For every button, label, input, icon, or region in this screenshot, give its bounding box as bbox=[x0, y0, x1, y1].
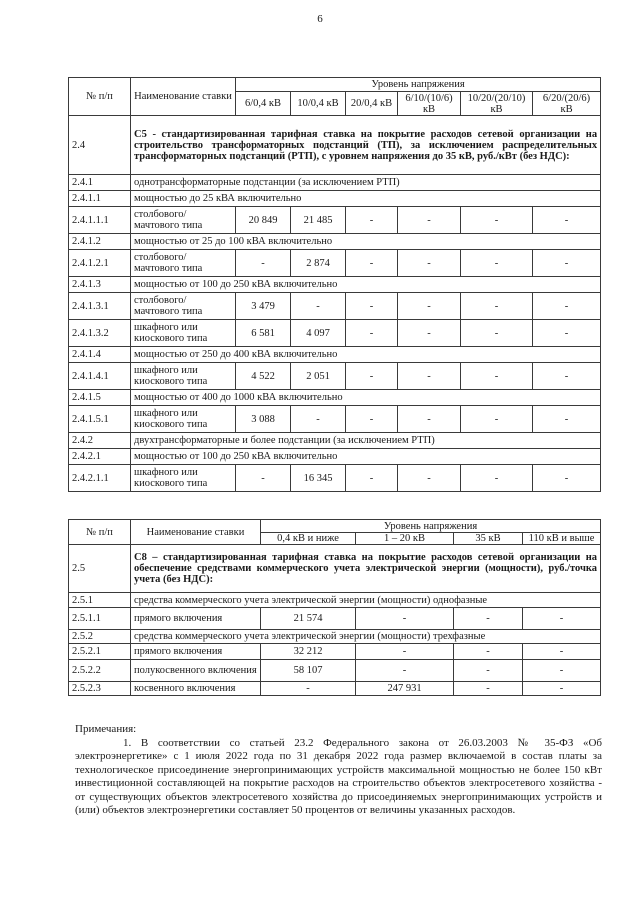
rate-value: 4 097 bbox=[291, 320, 346, 347]
rate-value: 4 522 bbox=[236, 363, 291, 390]
table-row bbox=[69, 116, 601, 175]
row-number: 2.4.1.1.1 bbox=[69, 207, 131, 234]
rate-value: 21 485 bbox=[291, 207, 346, 234]
rate-value: - bbox=[346, 363, 398, 390]
row-number: 2.4.2 bbox=[69, 433, 131, 449]
rate-name: столбового/ мачтового типа bbox=[131, 293, 236, 320]
rate-value: - bbox=[461, 363, 533, 390]
rate-value: - bbox=[533, 250, 601, 277]
row-number: 2.5 bbox=[69, 545, 131, 593]
rate-name: столбового/ мачтового типа bbox=[131, 250, 236, 277]
rate-name: полукосвенного включения bbox=[131, 660, 261, 682]
row-number: 2.5.2.2 bbox=[69, 660, 131, 682]
row-number: 2.5.1.1 bbox=[69, 608, 131, 630]
rate-value: - bbox=[236, 465, 291, 492]
table-row bbox=[69, 465, 601, 492]
rate-value: - bbox=[346, 406, 398, 433]
rate-value: - bbox=[461, 465, 533, 492]
table-row bbox=[69, 277, 601, 293]
header-level: 35 кВ bbox=[454, 533, 523, 545]
rate-value: - bbox=[461, 320, 533, 347]
rate-value: - bbox=[454, 660, 523, 682]
rate-value: - bbox=[346, 320, 398, 347]
rate-value: 3 479 bbox=[236, 293, 291, 320]
rate-value: - bbox=[356, 608, 454, 630]
rate-value: - bbox=[346, 250, 398, 277]
header-level: 110 кВ и выше bbox=[523, 533, 601, 545]
rate-value: - bbox=[398, 406, 461, 433]
row-number: 2.4.1.3.2 bbox=[69, 320, 131, 347]
row-number: 2.4.1.1 bbox=[69, 191, 131, 207]
category-label: мощностью от 100 до 250 кВА включительно bbox=[131, 449, 601, 465]
table-row bbox=[69, 207, 601, 234]
rate-value: - bbox=[398, 320, 461, 347]
row-number: 2.4.1.5 bbox=[69, 390, 131, 406]
section-title: С5 - стандартизированная тарифная ставка на покрытие расходов сетевой организации на строительство трансформаторных подстанций (ТП), за исключением распределительных трансформаторных подстанций (РТП), с уровнем напряжения до 35 кВ, руб./кВт (без НДС): bbox=[131, 116, 601, 175]
rate-value: 6 581 bbox=[236, 320, 291, 347]
rate-name: шкафного или киоскового типа bbox=[131, 363, 236, 390]
tariff-table-c8 bbox=[68, 519, 601, 696]
row-number: 2.4.2.1 bbox=[69, 449, 131, 465]
rate-name: шкафного или киоскового типа bbox=[131, 320, 236, 347]
header-num: № п/п bbox=[69, 78, 131, 116]
row-number: 2.5.2.1 bbox=[69, 644, 131, 660]
category-label: мощностью от 400 до 1000 кВА включительно bbox=[131, 390, 601, 406]
header-voltage: Уровень напряжения bbox=[261, 520, 601, 533]
row-number: 2.4.1.4.1 bbox=[69, 363, 131, 390]
table-row bbox=[69, 449, 601, 465]
rate-value: 21 574 bbox=[261, 608, 356, 630]
header-level: 6/0,4 кВ bbox=[236, 92, 291, 116]
notes-heading: Примечания: bbox=[75, 723, 137, 735]
rate-value: - bbox=[461, 406, 533, 433]
rate-value: - bbox=[533, 207, 601, 234]
table-row bbox=[69, 234, 601, 250]
rate-value: - bbox=[291, 406, 346, 433]
rate-value: - bbox=[461, 250, 533, 277]
header-name: Наименование ставки bbox=[131, 520, 261, 545]
table-row bbox=[69, 250, 601, 277]
rate-value: 2 051 bbox=[291, 363, 346, 390]
table-row bbox=[69, 433, 601, 449]
table-row bbox=[69, 545, 601, 593]
section-title: С8 – стандартизированная тарифная ставка на покрытие расходов сетевой организации на обеспечение средствами коммерческого учета электрической энергии (мощности), руб./точка учета (без НДС): bbox=[131, 545, 601, 593]
table-row bbox=[69, 644, 601, 660]
category-label: мощностью до 25 кВА включительно bbox=[131, 191, 601, 207]
rate-value: 32 212 bbox=[261, 644, 356, 660]
rate-value: 2 874 bbox=[291, 250, 346, 277]
category-label: средства коммерческого учета электрической энергии (мощности) однофазные bbox=[131, 593, 601, 608]
row-number: 2.4.1.3 bbox=[69, 277, 131, 293]
rate-value: - bbox=[533, 320, 601, 347]
rate-value: - bbox=[356, 644, 454, 660]
rate-name: прямого включения bbox=[131, 644, 261, 660]
notes-section bbox=[75, 723, 602, 818]
rate-value: - bbox=[523, 644, 601, 660]
page-number: 6 bbox=[317, 13, 323, 25]
rate-name: косвенного включения bbox=[131, 682, 261, 696]
row-number: 2.5.2 bbox=[69, 630, 131, 644]
rate-value: - bbox=[533, 293, 601, 320]
rate-value: - bbox=[398, 207, 461, 234]
table-row bbox=[69, 191, 601, 207]
category-label: мощностью от 25 до 100 кВА включительно bbox=[131, 234, 601, 250]
row-number: 2.5.1 bbox=[69, 593, 131, 608]
rate-value: - bbox=[291, 293, 346, 320]
rate-value: 58 107 bbox=[261, 660, 356, 682]
header-level: 0,4 кВ и ниже bbox=[261, 533, 356, 545]
rate-value: 3 088 bbox=[236, 406, 291, 433]
rate-name: шкафного или киоскового типа bbox=[131, 465, 236, 492]
row-number: 2.4.1.2 bbox=[69, 234, 131, 250]
header-level: 10/0,4 кВ bbox=[291, 92, 346, 116]
rate-value: - bbox=[454, 644, 523, 660]
table-row bbox=[69, 593, 601, 608]
rate-value: - bbox=[454, 608, 523, 630]
rate-value: - bbox=[454, 682, 523, 696]
rate-value: - bbox=[461, 207, 533, 234]
table-row bbox=[69, 406, 601, 433]
rate-value: - bbox=[533, 465, 601, 492]
rate-value: - bbox=[533, 363, 601, 390]
header-level: 6/20/(20/6) кВ bbox=[533, 92, 601, 116]
header-level: 10/20/(20/10) кВ bbox=[461, 92, 533, 116]
header-level: 6/10/(10/6) кВ bbox=[398, 92, 461, 116]
rate-value: - bbox=[523, 682, 601, 696]
header-level: 20/0,4 кВ bbox=[346, 92, 398, 116]
table-row bbox=[69, 320, 601, 347]
table-row bbox=[69, 608, 601, 630]
rate-value: - bbox=[398, 363, 461, 390]
rate-value: - bbox=[236, 250, 291, 277]
table-row bbox=[69, 293, 601, 320]
category-label: средства коммерческого учета электрической энергии (мощности) трехфазные bbox=[131, 630, 601, 644]
table-row bbox=[69, 660, 601, 682]
rate-value: - bbox=[523, 660, 601, 682]
rate-value: - bbox=[398, 250, 461, 277]
rate-value: 247 931 bbox=[356, 682, 454, 696]
rate-name: столбового/ мачтового типа bbox=[131, 207, 236, 234]
row-number: 2.4.2.1.1 bbox=[69, 465, 131, 492]
rate-value: - bbox=[346, 293, 398, 320]
header-voltage: Уровень напряжения bbox=[236, 78, 601, 92]
rate-name: прямого включения bbox=[131, 608, 261, 630]
table-row bbox=[69, 390, 601, 406]
table-row bbox=[69, 347, 601, 363]
category-label: однотрансформаторные подстанции (за исключением РТП) bbox=[131, 175, 601, 191]
note-item: 1. В соответствии со статьей 23.2 Федерального закона от 26.03.2003 № 35-ФЗ «Об электроэнергетике» с 1 июля 2022 года по 31 декабря 2022 года размер включаемой в состав платы за технологическое присоединение энергопринимающих устройств максимальной мощностью не более 150 кВт инвестиционной составляющей на покрытие расходов на строительство объектов электросетевого хозяйства - от существующих объектов электросетевого хозяйства до присоединяемых энергопринимающих устройств и (или) объектов электроэнергетики составляет 50 процентов от величины указанных расходов. bbox=[75, 736, 602, 816]
rate-value: 20 849 bbox=[236, 207, 291, 234]
rate-name: шкафного или киоскового типа bbox=[131, 406, 236, 433]
rate-value: - bbox=[261, 682, 356, 696]
category-label: мощностью от 250 до 400 кВА включительно bbox=[131, 347, 601, 363]
row-number: 2.4.1.5.1 bbox=[69, 406, 131, 433]
rate-value: - bbox=[356, 660, 454, 682]
rate-value: 16 345 bbox=[291, 465, 346, 492]
table-row bbox=[69, 630, 601, 644]
table-row bbox=[69, 682, 601, 696]
rate-value: - bbox=[346, 465, 398, 492]
category-label: мощностью от 100 до 250 кВА включительно bbox=[131, 277, 601, 293]
header-name: Наименование ставки bbox=[131, 78, 236, 116]
rate-value: - bbox=[523, 608, 601, 630]
rate-value: - bbox=[398, 465, 461, 492]
row-number: 2.4 bbox=[69, 116, 131, 175]
rate-value: - bbox=[533, 406, 601, 433]
rate-value: - bbox=[461, 293, 533, 320]
row-number: 2.4.1.2.1 bbox=[69, 250, 131, 277]
row-number: 2.4.1.4 bbox=[69, 347, 131, 363]
rate-value: - bbox=[346, 207, 398, 234]
row-number: 2.4.1.3.1 bbox=[69, 293, 131, 320]
table-row bbox=[69, 363, 601, 390]
header-level: 1 – 20 кВ bbox=[356, 533, 454, 545]
rate-value: - bbox=[398, 293, 461, 320]
header-num: № п/п bbox=[69, 520, 131, 545]
row-number: 2.4.1 bbox=[69, 175, 131, 191]
category-label: двухтрансформаторные и более подстанции (за исключением РТП) bbox=[131, 433, 601, 449]
table-row bbox=[69, 175, 601, 191]
tariff-table-c5 bbox=[68, 77, 601, 492]
row-number: 2.5.2.3 bbox=[69, 682, 131, 696]
